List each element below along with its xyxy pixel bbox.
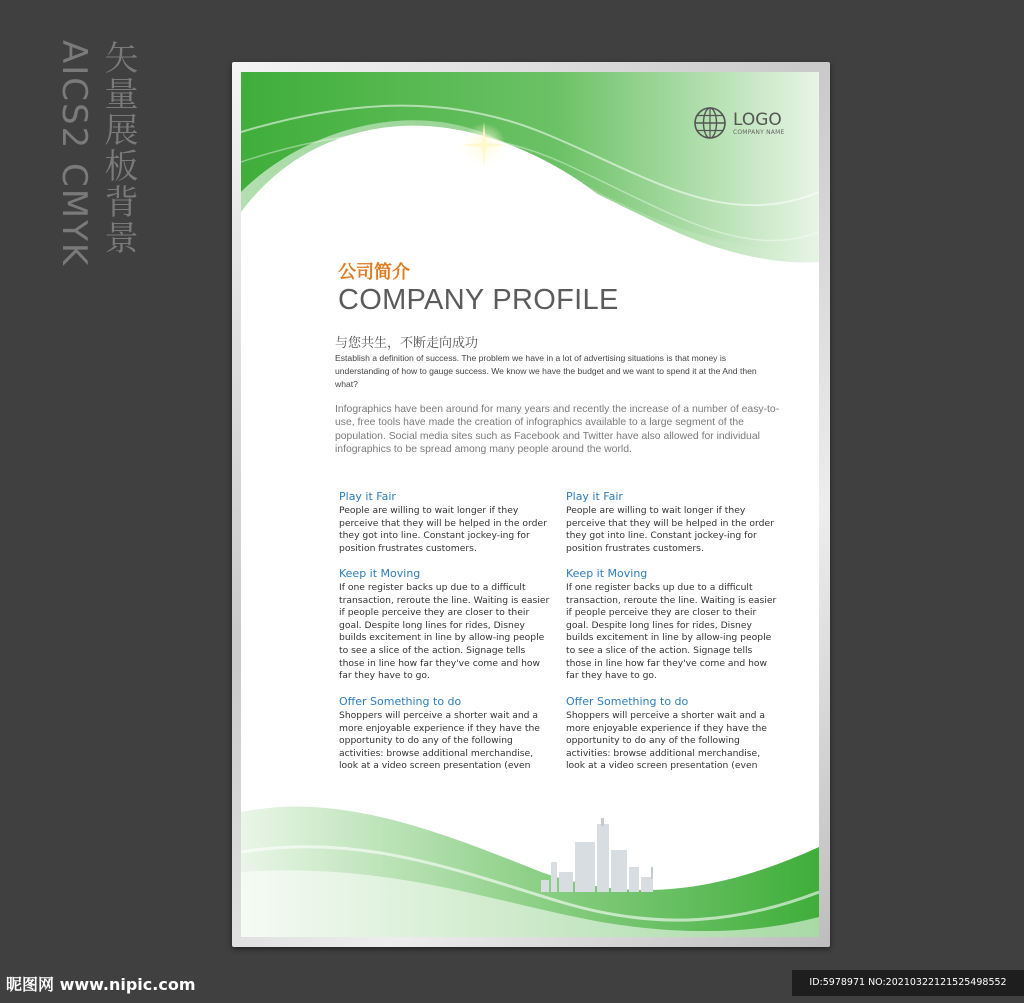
section-play-it-fair: [339, 490, 551, 555]
section-offer-something: [339, 695, 551, 773]
poster-frame: [232, 62, 830, 947]
intro-text: Establish a definition of success. The problem we have in a lot of advertising situations is that money is understanding of how to gauge success. We know we have the budget and we want to spend it at the And then what?: [335, 353, 757, 389]
heading-chinese: 公司简介: [338, 262, 410, 283]
section-keep-it-moving: [339, 567, 551, 683]
section-body: Shoppers will perceive a shorter wait and a more enjoyable experience if they have the opportunity to do any of the following activities: browse additional merchandise, look at a video screen presentation (even: [566, 710, 767, 772]
poster: [241, 72, 819, 937]
section-body: If one register backs up due to a difficult transaction, reroute the line. Waiting is easier if people perceive they are closer to their goal. Despite long lines for rides, Disney builds excitement in line by allow-ing people to see a slice of the action. Signage tells those in line how far they've come and how far they have to go.: [339, 582, 550, 682]
section-title: Play it Fair: [566, 490, 623, 503]
section-body: Shoppers will perceive a shorter wait and a more enjoyable experience if they have the opportunity to do any of the following activities: browse additional merchandise, look at a video screen presentation (even: [339, 710, 540, 772]
slogan: 与您共生，不断走向成功: [335, 336, 479, 351]
section-title: Play it Fair: [339, 490, 396, 503]
heading-english: COMPANY PROFILE: [338, 284, 619, 316]
logo-title: LOGO: [733, 109, 782, 130]
watermark-site: 昵图网 www.nipic.com: [6, 975, 196, 994]
side-label: [52, 40, 140, 267]
logo-subtitle: COMPANY NAME: [733, 128, 785, 136]
side-label-cn: 矢量展板背景: [98, 40, 138, 256]
section-body: People are willing to wait longer if they perceive that they will be helped in the order they got into line. Constant jockey-ing for position frustrates customers.: [566, 505, 774, 554]
company-logo: [693, 106, 784, 140]
watermark-id: ID:5978971 NO:20210322121525498552: [792, 970, 1024, 996]
globe-icon: [693, 106, 727, 140]
section-title: Keep it Moving: [339, 567, 421, 580]
section-body: If one register backs up due to a difficult transaction, reroute the line. Waiting is easier if people perceive they are closer to their goal. Despite long lines for rides, Disney builds excitement in line by allow-ing people to see a slice of the action. Signage tells those in line how far they've come and how far they have to go.: [566, 582, 777, 682]
section-title: Offer Something to do: [339, 695, 462, 708]
section-offer-something: [566, 695, 778, 773]
description-paragraph: Infographics have been around for many years and recently the increase of a number of easy-to-use, free tools have made the creation of infographics available to a large segment of the population. Social media sites such as Facebook and Twitter have also allowed for individual infographics to be spread among many people around the world.: [335, 404, 780, 456]
section-play-it-fair: [566, 490, 778, 555]
section-keep-it-moving: [566, 567, 778, 683]
section-title: Keep it Moving: [566, 567, 648, 580]
section-body: People are willing to wait longer if they perceive that they will be helped in the order they got into line. Constant jockey-ing for position frustrates customers.: [339, 505, 547, 554]
section-title: Offer Something to do: [566, 695, 689, 708]
side-label-en: AICS2 CMYK: [54, 40, 94, 268]
